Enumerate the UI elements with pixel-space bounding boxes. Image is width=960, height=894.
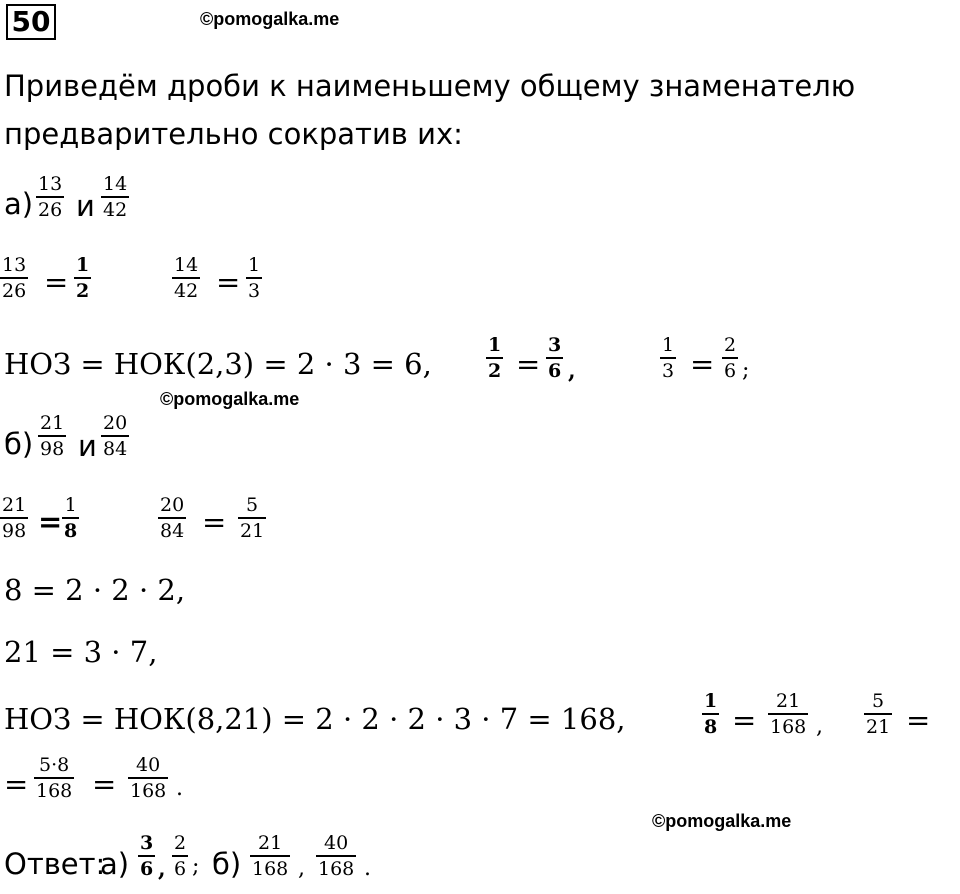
answer-label: Ответ: [4,847,106,881]
fraction-b-20-84: $\frac{20}{84}$ [103,412,128,460]
equals-sign: = [44,265,69,299]
answer-a-label: а) [100,847,130,881]
fraction-1-8: $\frac{1}{8}$ [64,494,78,542]
answer-b-label: б) [212,847,242,881]
period: . [364,856,371,881]
watermark: ©pomogalka.me [200,9,340,29]
watermark: ©pomogalka.me [652,811,792,831]
period: . [176,776,183,801]
fraction-5x8-168: $\frac{5\cdot 8}{168}$ [36,754,73,802]
fraction-1-2-bold: $\frac{1}{2}$ [76,254,90,302]
conjunction-and: и [76,189,95,223]
semicolon: ; [192,854,200,879]
answer-fraction-3-6: $\frac{3}{6}$ [140,832,154,880]
conjunction-and: и [78,429,97,463]
comma: , [298,856,305,881]
fraction-20-84: $\frac{20}{84}$ [160,494,185,542]
noz-a: НОЗ = НОК(2,3) = 2 · 3 = 6, [4,347,432,381]
equals-sign: = [690,347,715,381]
fraction-5-21: $\frac{5}{21}$ [866,690,891,738]
noz-b: НОЗ = НОК(8,21) = 2 · 2 · 2 · 3 · 7 = 168, [4,702,626,736]
equals-sign: = [4,767,29,801]
comma: , [568,358,576,384]
intro-line-1: Приведём дроби к наименьшему общему знаменателю [4,69,856,103]
factorization-21: 21 = 3 · 7, [4,635,158,669]
fraction-b-21-98: $\frac{21}{98}$ [40,412,65,460]
part-b-label: б) [4,427,34,461]
fraction-21-168: $\frac{21}{168}$ [770,690,807,738]
equals-sign: = [92,767,117,801]
equals-sign: = [732,703,757,737]
fraction-5-21: $\frac{5}{21}$ [240,494,265,542]
answer-fraction-21-168: $\frac{21}{168}$ [252,832,289,880]
factorization-8: 8 = 2 · 2 · 2, [4,573,186,607]
fraction-21-98: $\frac{21}{98}$ [2,494,27,542]
equals-sign: = [202,505,227,539]
answer-fraction-40-168: $\frac{40}{168}$ [318,832,355,880]
semicolon: ; [742,358,750,383]
fraction-1-3: $\frac{1}{3}$ [248,254,261,302]
task-number: 50 [6,4,56,40]
intro-line-2: предварительно сократив их: [4,117,463,151]
equals-sign: = [516,347,541,381]
fraction-1-2-bold: $\frac{1}{2}$ [488,334,502,382]
answer-fraction-2-6: $\frac{2}{6}$ [174,832,187,880]
fraction-1-8-bold: $\frac{1}{8}$ [704,690,718,738]
fraction-a-14-42: $\frac{14}{42}$ [103,173,128,221]
fraction-13-26: $\frac{13}{26}$ [2,254,27,302]
fraction-14-42: $\frac{14}{42}$ [174,254,199,302]
equals-sign: = [216,265,241,299]
fraction-a-13-26: $\frac{13}{26}$ [38,173,63,221]
comma: , [816,714,823,739]
watermark: ©pomogalka.me [160,389,300,409]
comma: , [158,856,166,882]
equals-sign: = [38,505,63,539]
fraction-2-6: $\frac{2}{6}$ [724,334,737,382]
fraction-1-3: $\frac{1}{3}$ [662,334,675,382]
fraction-40-168: $\frac{40}{168}$ [130,754,167,802]
fraction-3-6-bold: $\frac{3}{6}$ [548,334,562,382]
equals-sign: = [906,703,931,737]
part-a-label: а) [4,187,34,221]
